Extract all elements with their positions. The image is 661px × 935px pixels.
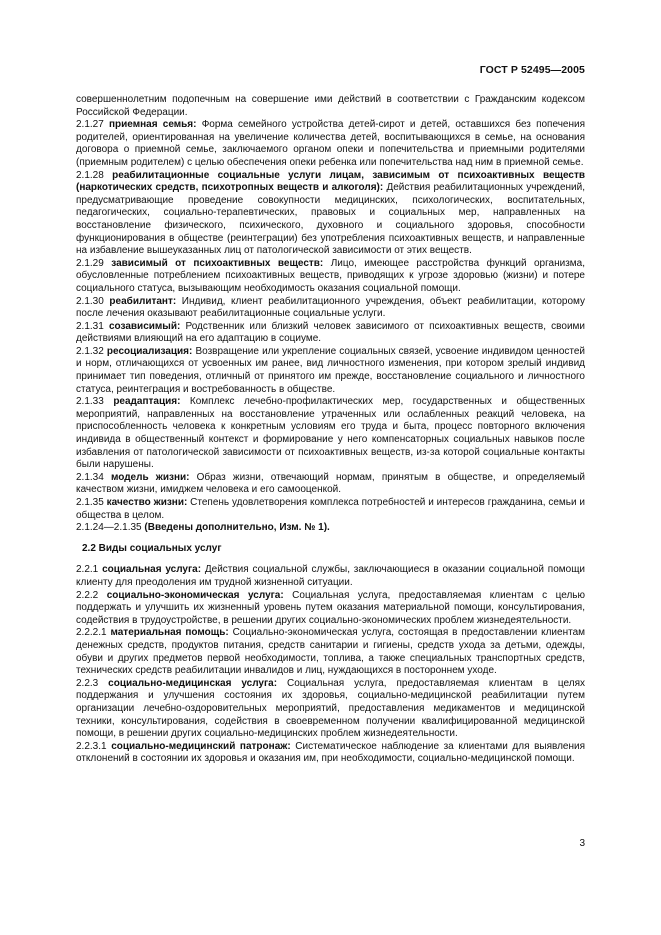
clause-number: 2.2.2	[76, 589, 99, 601]
definition-text: Действия социальной службы, заключающиеся в оказании социальной помощи клиенту для преодоления им трудной жизненной ситуации.	[76, 564, 586, 588]
definition-paragraph	[76, 258, 585, 296]
clause-number: 2.2.2.1	[76, 627, 107, 639]
term: социально-медицинская услуга:	[108, 677, 278, 689]
definition-paragraph	[76, 627, 585, 677]
clause-number: 2.1.35	[76, 497, 104, 508]
clause-number: 2.1.27	[76, 119, 104, 131]
clause-number: 2.2.3	[76, 677, 99, 689]
term: материальная помощь:	[110, 627, 229, 639]
definition-text: Родственник или близкий человек зависимого от психоактивных веществ, своими действиями влияющий на его адаптацию в социуме.	[76, 320, 585, 345]
definition-paragraph	[76, 396, 585, 472]
term: зависимый от психоактивных веществ:	[111, 257, 324, 269]
clause-number: 2.2.1	[76, 564, 99, 576]
term: модель жизни:	[110, 471, 190, 483]
document-body	[76, 94, 585, 766]
definition-text: Степень удовлетворения комплекса потребностей и интересов гражданина, семьи и общества в целом.	[76, 497, 585, 521]
term: качество жизни:	[106, 497, 188, 508]
definition-paragraph	[76, 321, 585, 346]
term: приемная семья:	[109, 119, 197, 131]
term: созависимый:	[108, 320, 181, 332]
definition-text: Социальная услуга, предоставляемая клиентам с целью поддержать и улучшить их жизненный уровень путем оказания материальной помощи, консультирования, содействия в трудоустройстве, в решении других социально-экономических проблем жизнедеятельности.	[76, 589, 585, 626]
definition-paragraph	[76, 119, 585, 169]
definition-paragraph	[76, 564, 585, 589]
document-code: ГОСТ Р 52495—2005	[479, 64, 585, 76]
definition-text: Систематическое наблюдение за клиентами для выявления отклонений в состоянии их здоровья и оказания им, при необходимости, социально-медицинской помощи.	[76, 740, 585, 765]
definition-paragraph	[76, 472, 585, 497]
definitions-section-2-2	[76, 564, 585, 766]
term: социально-медицинский патронаж:	[111, 740, 291, 752]
definition-paragraph	[76, 346, 585, 396]
definition-text: Социально-экономическая услуга, состоящая в предоставлении клиентам денежных средств, продуктов питания, средств санитарии и гигиены, средств ухода за детьми, одежды, обуви и других предметов первой необходимости, топлива, а также специальных транспортных средств, технических средств реабилитации инвалидов и лиц, нуждающихся в постороннем уходе.	[76, 627, 585, 677]
term: социально-экономическая услуга:	[106, 589, 284, 601]
clause-number: 2.1.29	[76, 257, 104, 269]
definition-paragraph	[76, 590, 585, 628]
definition-text: Комплекс лечебно-профилактических мер, государственных и общественных мероприятий, направленных на восстановление утраченных или ослабленных реакций человека, на приспособленность человека к конкретным условиям его труда и быта, процесс повторного включения индивида в общественный контекст и формирование у него компенсаторных социальных навыков после избавления от патологической зависимости от психоактивных веществ, из-за которой социальные контакты были нарушены.	[76, 396, 586, 471]
clause-number: 2.2.3.1	[76, 740, 107, 752]
term: (Введены дополнительно, Изм. № 1).	[144, 522, 330, 534]
term: реабилитационные социальные услуги лицам, зависимым от психоактивных веществ (наркотических средств, психотропных веществ и алкоголя):	[76, 169, 585, 194]
definition-text: Форма семейного устройства детей-сирот и детей, оставшихся без попечения родителей, ориентированная на увеличение количества детей, воспитывающихся в семье, на основания договора о приемной семье, заключаемого органом опеки и попечительства и приемными родителями (приемным родителем) с целью обеспечения опеки ребенка или попечительства над ним в приемной семье.	[76, 119, 585, 168]
definition-paragraph	[76, 741, 585, 766]
clause-number: 2.1.34	[76, 471, 104, 483]
definitions-section-2-1	[76, 94, 585, 535]
clause-number: 2.1.32	[76, 345, 104, 357]
definition-text: Возвращение или укрепление социальных связей, усвоение индивидом ценностей и норм, отличающихся от усвоенных им ранее, вид личностного изменения, при котором зрелый индивид принимает тип поведения, отличный от принятого им прежде, восстановление социального и личностного статуса, реинтеграция и востребованность в обществе.	[76, 345, 585, 395]
clause-number: 2.1.24—2.1.35	[76, 522, 142, 534]
definition-paragraph	[76, 678, 585, 741]
clause-number: 2.1.28	[76, 169, 104, 181]
definition-text: Индивид, клиент реабилитационного учреждения, объект реабилитации, которому после лечения оказывают реабилитационные социальные услуги.	[76, 295, 586, 320]
definition-paragraph	[76, 497, 585, 522]
definition-paragraph	[76, 522, 585, 535]
clause-number: 2.1.33	[76, 396, 104, 408]
definition-text: Социальная услуга, предоставляемая клиентам в целях поддержания и улучшения состояния их здоровья, социально-медицинской реабилитации путем организации лечебно-оздоровительных мероприятий, предоставления медикаментов и медицинской техники, консультирования, содействия в своевременном получении квалифицированной медицинской помощи, в решении других социально-медицинских проблем жизнедеятельности.	[76, 677, 586, 740]
definition-paragraph	[76, 170, 585, 258]
section-heading: 2.2 Виды социальных услуг	[82, 542, 222, 554]
clause-number: 2.1.30	[76, 295, 104, 307]
definition-text: Образ жизни, отвечающий нормам, принятым в обществе, и определяемый качеством жизни, имиджем человека и его самооценкой.	[76, 471, 585, 496]
definition-text: Лицо, имеющее расстройства функций организма, обусловленные потреблением психоактивных веществ, приводящих к угрозе здоровью (жизни) и потере социального статуса, вызывающим необходимость оказания социальной помощи.	[76, 257, 585, 294]
term: ресоциализация:	[106, 345, 193, 357]
term: социальная услуга:	[102, 564, 202, 576]
definition-paragraph	[76, 296, 585, 321]
term: реабилитант:	[109, 295, 177, 307]
definition-text: Действия реабилитационных учреждений, предусматривающие проведение совокупности медицинских, психологических, воспитательных, педагогических, социально-терапевтических, правовых и социальных мер, направленных на восстановление физического, психического, духовного и социального здоровья, способности функционирования в обществе (реинтеграции) без употребления психоактивных веществ, и направленные на избавление вышеуказанных лиц от патологической зависимости от этих веществ.	[76, 182, 585, 257]
term: реадаптация:	[113, 396, 181, 408]
page-number: 3	[579, 838, 585, 849]
definition-text: совершеннолетним подопечным на совершение ими действий в соответствии с Гражданским кодексом Российской Федерации.	[76, 94, 585, 118]
clause-number: 2.1.31	[76, 320, 104, 332]
definition-paragraph	[76, 94, 585, 119]
